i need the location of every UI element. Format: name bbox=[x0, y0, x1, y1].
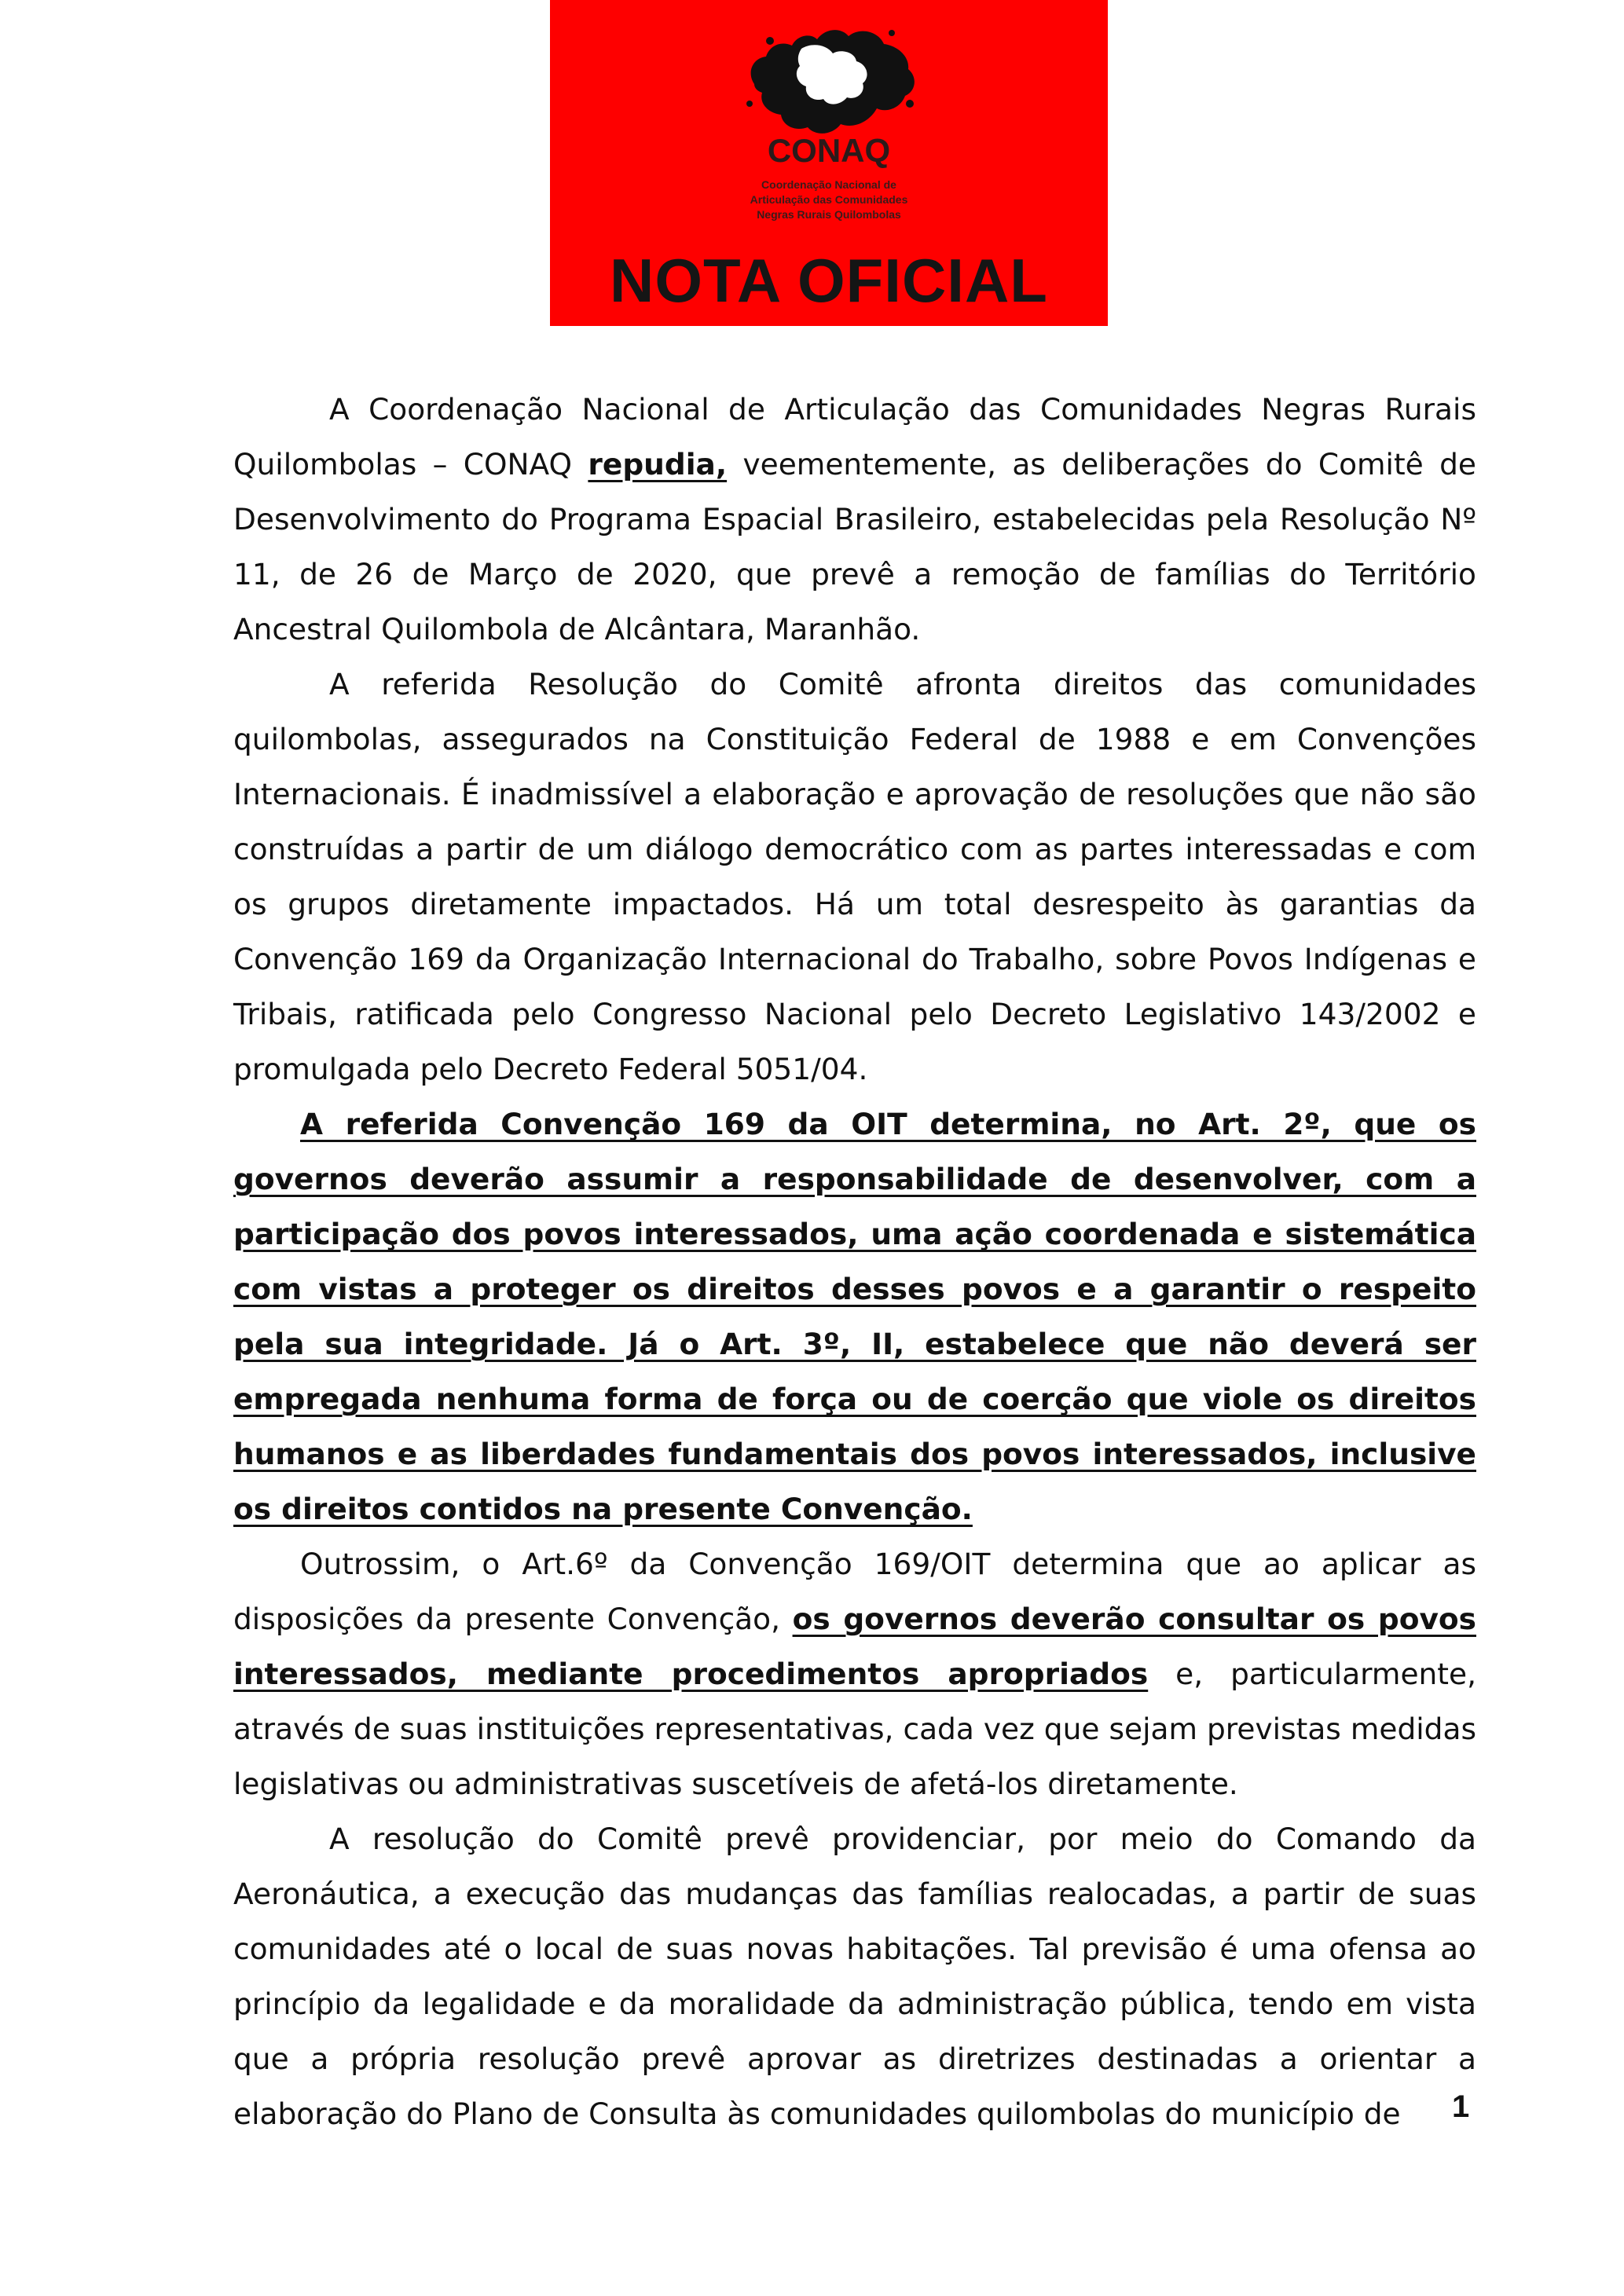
org-line-3: Negras Rurais Quilombolas bbox=[757, 208, 901, 221]
paragraph-3: A referida Convenção 169 da OIT determina, no Art. 2º, que os governos deverão assumir a responsabilidade de desenvolver, com a participação dos povos interessados, uma ação coordenada e sistemática com vistas a proteger os direitos desses povos e a garantir o respeito pela sua integridade. Já o Art. 3º, II, estabelece que não deverá ser empregada nenhuma forma de força ou de coerção que viole os direitos humanos e as liberdades fundamentais dos povos interessados, inclusive os direitos contidos na presente Convenção. bbox=[233, 1107, 1476, 1526]
paragraph-1-emphasis: repudia, bbox=[588, 447, 728, 482]
paragraph-5: A resolução do Comitê prevê providenciar, por meio do Comando da Aeronáutica, a execução das mudanças das famílias realocadas, a partir de suas comunidades até o local de suas novas habitações. Tal previsão é uma ofensa ao princípio da legalidade e da moralidade da administração pública, tendo em vista que a própria resolução prevê aprovar as diretrizes destinadas a orientar a elaboração do Plano de Consulta às comunidades quilombolas do município de bbox=[233, 1822, 1476, 2131]
org-line-2: Articulação das Comunidades bbox=[750, 193, 908, 206]
org-acronym: CONAQ bbox=[767, 132, 891, 169]
page-number: 1 bbox=[1452, 2089, 1470, 2124]
paragraph-4-emphasis: os governos deverão consultar os povos interessados, mediante procedimentos apropriados bbox=[233, 1602, 1476, 1691]
paragraph-1-text-b: veementemente, as deliberações do Comitê de Desenvolvimento do Programa Espacial Brasileiro, estabelecidas pela Resolução Nº 11, de 26 de Março de 2020, que prevê a remoção de famílias do Território Ancestral Quilombola de Alcântara, Maranhão. bbox=[233, 447, 1476, 646]
header-banner bbox=[550, 0, 1108, 326]
org-line-1: Coordenação Nacional de bbox=[761, 178, 896, 191]
paragraph-4-text-a: Outrossim, o Art.6º da Convenção 169/OIT determina que ao aplicar as disposições da presente Convenção, bbox=[233, 1547, 1476, 1636]
paragraph-1 bbox=[233, 382, 1476, 657]
paragraph-2: A referida Resolução do Comitê afronta direitos das comunidades quilombolas, assegurados na Constituição Federal de 1988 e em Convenções Internacionais. É inadmissível a elaboração e aprovação de resoluções que não são construídas a partir de um diálogo democrático com as partes interessadas e com os grupos diretamente impactados. Há um total desrespeito às garantias da Convenção 169 da Organização Internacional do Trabalho, sobre Povos Indígenas e Tribais, ratificada pelo Congresso Nacional pelo Decreto Legislativo 143/2002 e promulgada pelo Decreto Federal 5051/04. bbox=[233, 667, 1476, 1086]
paragraph-1-text-a: A Coordenação Nacional de Articulação das Comunidades Negras Rurais Quilombolas – CONAQ bbox=[233, 392, 1476, 482]
paragraph-4-text-b: e, particularmente, através de suas instituições representativas, cada vez que sejam previstas medidas legislativas ou administrativas suscetíveis de afetá-los diretamente. bbox=[233, 1657, 1476, 1801]
document-body bbox=[233, 382, 1476, 2141]
brazil-map-icon bbox=[723, 9, 935, 143]
paragraph-4 bbox=[233, 1536, 1476, 1811]
document-title: NOTA OFICIAL bbox=[610, 246, 1048, 315]
